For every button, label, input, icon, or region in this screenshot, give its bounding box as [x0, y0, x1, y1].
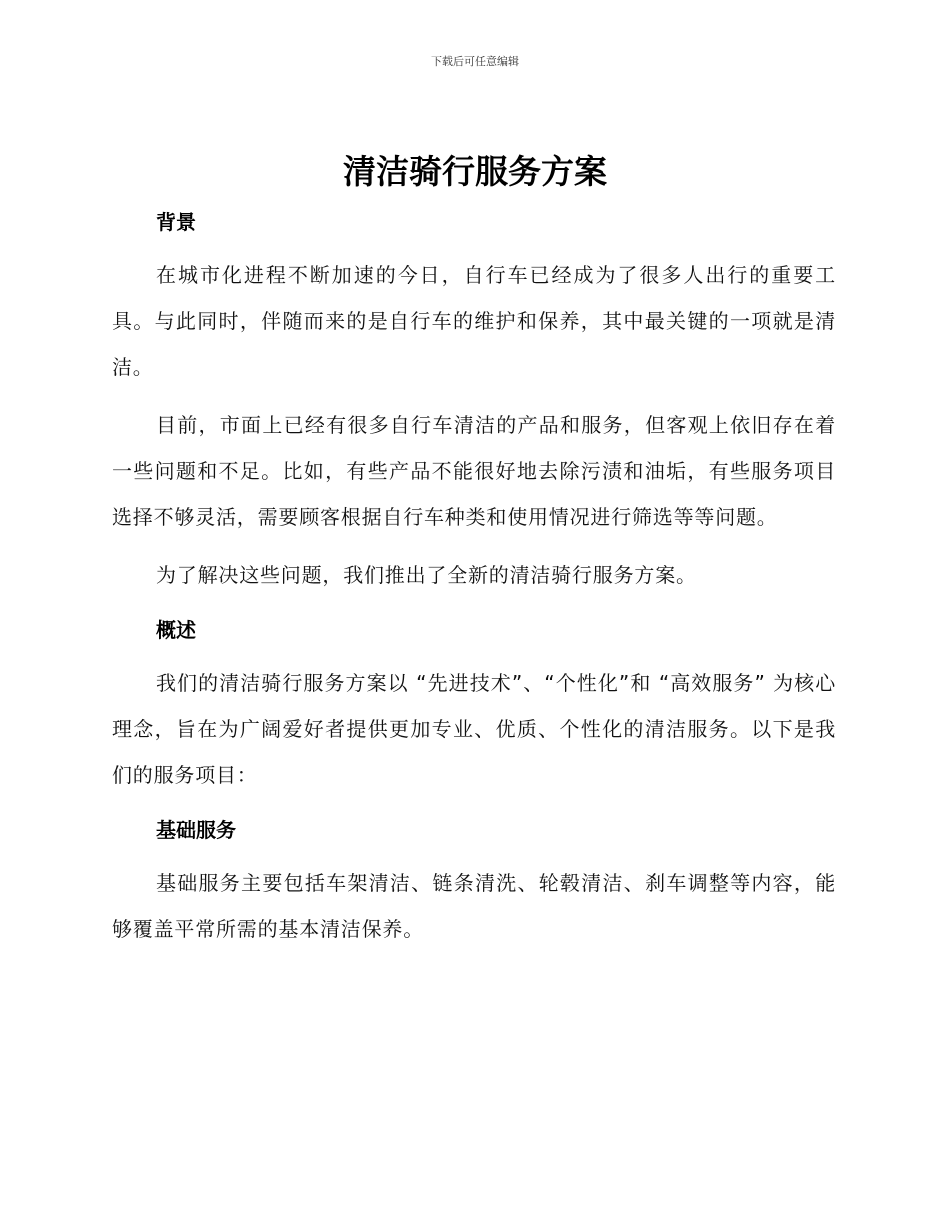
- document-title: 清洁骑行服务方案: [343, 152, 607, 191]
- paragraph: 目前，市面上已经有很多自行车清洁的产品和服务，但客观上依旧存在着一些问题和不足。比如，有些产品不能很好地去除污渍和油垢，有些服务项目选择不够灵活，需要顾客根据自行车种类和使用情况进行筛选等等问题。: [112, 413, 836, 529]
- paragraph: 基础服务主要包括车架清洁、链条清洗、轮毂清洁、刹车调整等内容，能够覆盖平常所需的基本清洁保养。: [112, 871, 836, 941]
- paragraph: 我们的清洁骑行服务方案以 “先进技术”、“个性化”和 “高效服务” 为核心理念，旨在为广阔爱好者提供更加专业、优质、个性化的清洁服务。以下是我们的服务项目：: [112, 671, 836, 787]
- section-heading-overview: 概述: [156, 618, 196, 642]
- document-body: [112, 204, 836, 952]
- section-heading-background: 背景: [156, 210, 196, 234]
- paragraph: 在城市化进程不断加速的今日，自行车已经成为了很多人出行的重要工具。与此同时，伴随而来的是自行车的维护和保养，其中最关键的一项就是清洁。: [112, 263, 836, 379]
- page-header: 下载后可任意编辑: [431, 55, 519, 68]
- section-heading-basic-service: 基础服务: [156, 818, 236, 842]
- paragraph: 为了解决这些问题，我们推出了全新的清洁骑行服务方案。: [156, 563, 697, 587]
